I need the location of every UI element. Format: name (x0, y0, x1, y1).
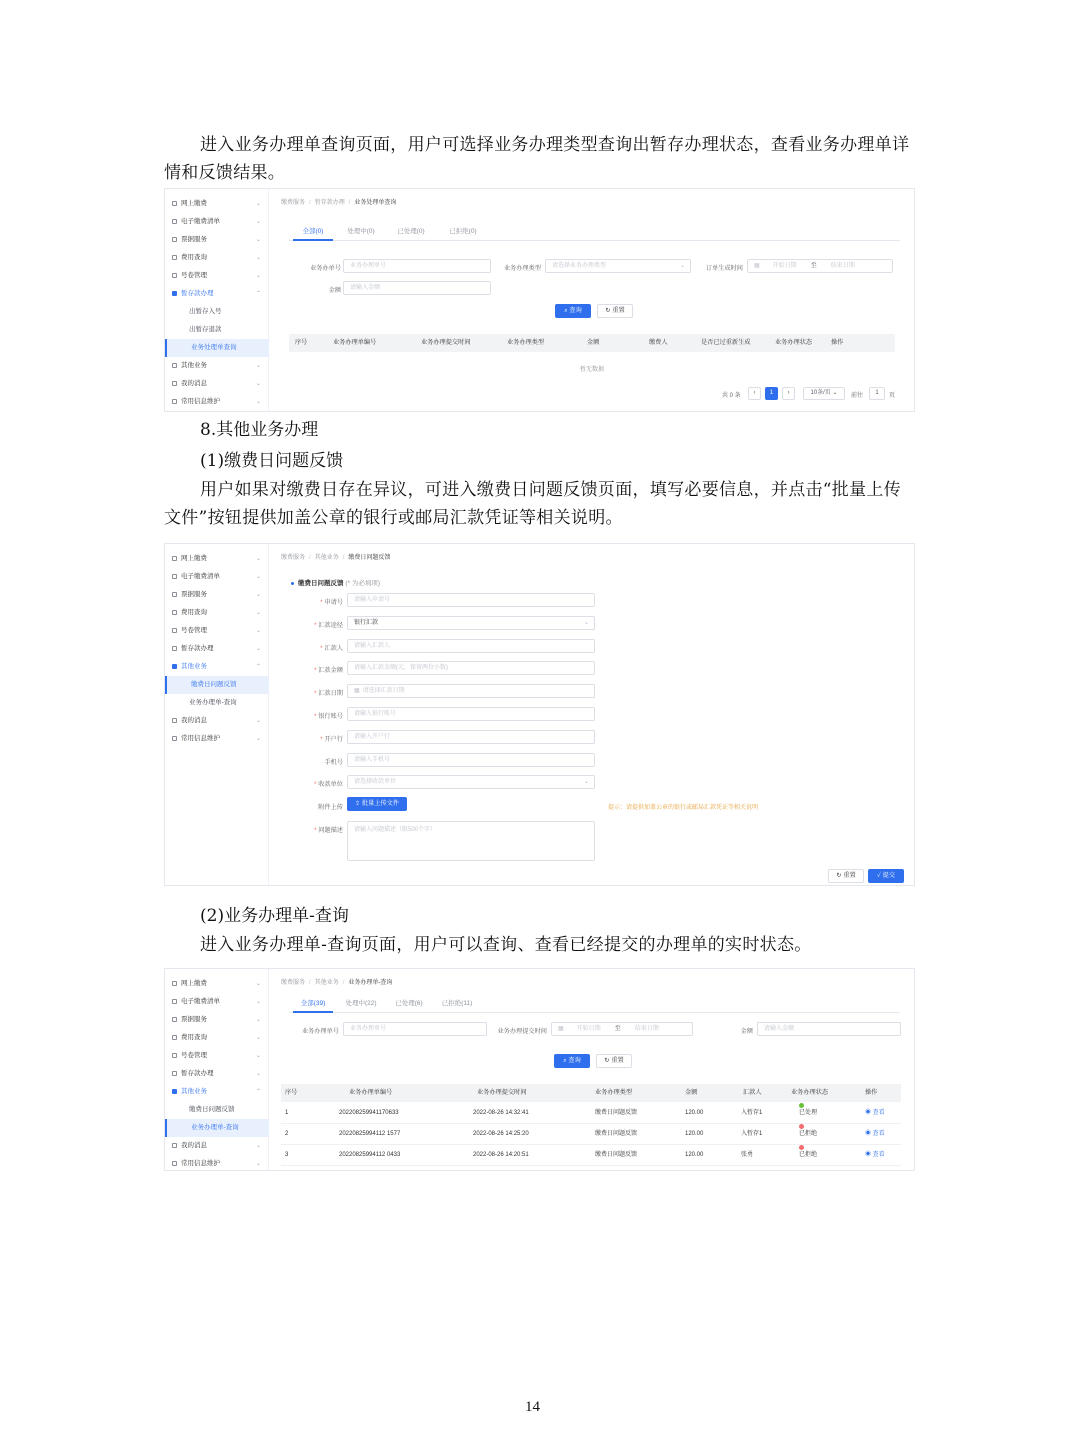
menu-icon (172, 1071, 177, 1076)
menu-icon (172, 237, 177, 242)
sidebar-item[interactable] (165, 676, 269, 694)
chevron-down-icon: ⌄ (255, 646, 261, 652)
field-label: * 汇款人 (320, 644, 343, 652)
table-row (281, 1145, 901, 1166)
reset-button[interactable]: ↻ 重置 (828, 869, 864, 883)
tab-all[interactable]: 全部(39) (293, 997, 333, 1013)
sidebar-item-label: 暂存款办理 (181, 1070, 214, 1077)
date-range-input[interactable]: ▦ 开始日期 至 结束日期 (747, 259, 893, 273)
cell-payer: 入暂存1 (741, 1110, 763, 1116)
sidebar-item-label: 我的消息 (181, 717, 207, 724)
cell-no: 1 (285, 1110, 289, 1116)
field-label: * 开户行 (320, 735, 343, 743)
chevron-down-icon: ⌄ (255, 1143, 261, 1149)
status-badge: 已拒绝 (799, 1145, 817, 1166)
status-dot-icon (799, 1124, 804, 1129)
cell-time: 2022-08-26 14:32:41 (473, 1110, 529, 1116)
sidebar-item-label: 票据服务 (181, 591, 207, 598)
chevron-down-icon: ⌄ (255, 574, 261, 580)
page-size-select[interactable]: 10条/页 ⌄ (803, 387, 845, 400)
table-header: 序号 业务办理单编号 业务办理提交时间 业务办理类型 金额 汇款人 业务办理状态 操作 (281, 1084, 901, 1102)
order-no-label: 业务办理单号 (301, 1028, 339, 1035)
tab-all[interactable]: 全部(0) (293, 225, 333, 241)
field-input[interactable]: 请输入汇款人 (347, 639, 595, 653)
field-label: * 银行账号 (314, 713, 343, 720)
sidebar-item[interactable] (165, 249, 269, 267)
menu-icon (172, 736, 177, 741)
chevron-down-icon: ⌄ (255, 556, 261, 562)
attach-label: 附件上传 (318, 804, 343, 811)
sidebar-item[interactable] (165, 213, 269, 231)
sidebar-item-label: 电子缴费清单 (181, 998, 220, 1005)
sidebar-item[interactable] (165, 604, 269, 622)
order-no-input[interactable]: 业务办理单号 (343, 259, 491, 273)
eye-icon: ◉ (865, 1131, 873, 1137)
table-row (281, 1124, 901, 1145)
chevron-down-icon: ⌄ (255, 219, 261, 225)
sidebar-item[interactable] (165, 375, 269, 393)
menu-icon (172, 255, 177, 260)
sidebar-item-label: 常用信息维护 (181, 1160, 220, 1167)
menu-icon (172, 201, 177, 206)
sidebar-item-label: 号卷管理 (181, 627, 207, 634)
cell-no: 3 (285, 1152, 289, 1158)
cell-time: 2022-08-26 14:25:20 (473, 1131, 529, 1137)
order-no-label: 业务办单号 (310, 265, 341, 272)
batch-upload-button[interactable]: ⇪ 批量上传文件 (347, 797, 407, 811)
goto-label: 前往 (851, 393, 864, 399)
chevron-down-icon: ⌄ (255, 628, 261, 634)
date-range-input[interactable]: ▦ 开始日期 至 结束日期 (551, 1022, 693, 1036)
status-tabs (289, 225, 900, 241)
cell-payer: 入暂存1 (741, 1131, 763, 1137)
chevron-down-icon: ⌄ (255, 1053, 261, 1059)
menu-icon (172, 399, 177, 404)
field-input[interactable]: ▦ 请选择汇款日期 (347, 684, 595, 698)
menu-icon (172, 574, 177, 579)
screenshot-business-order-query (164, 188, 915, 412)
sidebar-item-label: 电子缴费清单 (181, 218, 220, 225)
field-label: * 汇款日期 (314, 690, 343, 698)
sidebar-item[interactable] (165, 231, 269, 249)
description-textarea[interactable]: 请输入问题描述（限500个字） (347, 821, 595, 861)
chevron-up-icon: ⌃ (255, 664, 261, 670)
sidebar-item-label: 费用查询 (181, 609, 207, 616)
cell-payer: 张勇 (741, 1152, 754, 1158)
chevron-down-icon: ⌄ (679, 263, 685, 269)
type-select[interactable]: 请选择业务办理类型 ⌄ (545, 259, 691, 273)
chevron-down-icon: ⌄ (583, 619, 589, 626)
chevron-down-icon: ⌄ (255, 201, 261, 207)
chevron-up-icon: ⌃ (255, 291, 261, 297)
sidebar-item-label: 我的消息 (181, 1142, 207, 1149)
chevron-down-icon: ⌄ (255, 736, 261, 742)
sidebar-item[interactable] (165, 586, 269, 604)
chevron-down-icon: ⌄ (583, 779, 589, 786)
sidebar-item[interactable] (165, 1065, 269, 1083)
sidebar-item[interactable] (165, 1083, 269, 1101)
chevron-down-icon: ⌄ (255, 1161, 261, 1167)
chevron-down-icon: ⌄ (255, 592, 261, 598)
sidebar (165, 189, 269, 411)
status-badge: 已拒绝 (799, 1124, 817, 1145)
query-button[interactable]: ⌕ 查询 (555, 304, 591, 318)
page-unit: 页 (889, 393, 896, 399)
paragraph-feedback-intro: 用户如果对缴费日存在异议，可进入缴费日问题反馈页面，填写必要信息，并点击“批量上传文件”按钮提供加盖公章的银行或邮局汇款凭证等相关说明。 (164, 480, 901, 528)
field-label: * 收款单位 (314, 781, 343, 789)
upload-hint: 提示：请提供加盖公章的银行或邮局汇款凭证等相关说明 (608, 805, 759, 811)
field-select[interactable]: 银行汇款 ⌄ (347, 616, 595, 630)
refresh-icon: ↻ (604, 1057, 612, 1064)
section-title: 缴费日问题反馈 (* 为必填项) (291, 578, 380, 587)
status-tabs (289, 997, 900, 1013)
status-dot-icon (799, 1103, 804, 1108)
sidebar-item-label: 缴费日问题反馈 (189, 1106, 235, 1113)
sidebar-item[interactable] (165, 303, 269, 321)
sidebar-item-label: 其他业务 (181, 362, 207, 369)
tab-processed[interactable]: 已处理(0) (397, 228, 425, 235)
menu-icon (172, 718, 177, 723)
sidebar-item[interactable] (165, 1047, 269, 1065)
submit-button[interactable]: ✓ 提交 (868, 869, 904, 883)
heading-payment-day-feedback: (1)缴费日问题反馈 (200, 451, 344, 471)
chevron-down-icon: ⌄ (255, 610, 261, 616)
table-header: 序号 业务办理单编号 业务办理提交时间 业务办理类型 金额 缴费人 是否已过重新生成 业务办理状态 操作 (289, 334, 895, 352)
sidebar-item[interactable] (165, 1119, 269, 1137)
cell-code: 2022082599411706​33 (339, 1110, 399, 1116)
menu-icon (172, 363, 177, 368)
sidebar-item[interactable] (165, 195, 269, 213)
amount-input[interactable]: 请输入金额 (757, 1022, 901, 1036)
main-panel (271, 544, 914, 885)
sidebar-item[interactable] (165, 393, 269, 411)
breadcrumb: 缴费服务 / 暂存款办理 / 业务处理单查询 (281, 200, 397, 206)
field-label: * 汇款金额 (314, 667, 343, 675)
sidebar-item-label: 电子缴费清单 (181, 573, 220, 580)
breadcrumb: 缴费服务 / 其他业务 / 缴费日问题反馈 (281, 555, 391, 561)
chevron-down-icon: ⌄ (255, 273, 261, 279)
sidebar-item[interactable] (165, 730, 269, 748)
sidebar-item[interactable] (165, 321, 269, 339)
time-label: 订单生成时间 (705, 265, 743, 272)
tab-processed[interactable]: 已处理(6) (395, 1000, 423, 1007)
sidebar (165, 544, 269, 885)
tab-rejected[interactable]: 已拒绝(0) (449, 228, 477, 235)
menu-icon (172, 1089, 177, 1094)
sidebar-item[interactable] (165, 285, 269, 303)
type-label: 业务办理类型 (503, 265, 541, 272)
menu-icon (172, 628, 177, 633)
tab-rejected[interactable]: 已拒绝(11) (441, 1000, 473, 1007)
heading-order-query: (2)业务办理单-查询 (200, 906, 349, 926)
upload-icon: ⇪ (354, 800, 362, 807)
field-input[interactable]: 请输入申请号 (347, 593, 595, 607)
sidebar-item-label: 出暂存入号 (189, 308, 222, 315)
amount-label: 金额 (740, 1028, 753, 1035)
cell-type: 缴费日问题反馈 (595, 1110, 638, 1116)
paragraph-order-query-intro: 进入业务办理单-查询页面，用户可以查询、查看已经提交的办理单的实时状态。 (200, 935, 812, 955)
sidebar-item[interactable] (165, 267, 269, 285)
sidebar-item-label: 号卷管理 (181, 272, 207, 279)
chevron-up-icon: ⌃ (255, 1089, 261, 1095)
calendar-icon: ▦ (354, 688, 360, 695)
cell-type: 缴费日问题反馈 (595, 1131, 638, 1137)
sidebar-item[interactable] (165, 712, 269, 730)
sidebar-item-label: 费用查询 (181, 1034, 207, 1041)
calendar-icon: ▦ (754, 263, 760, 269)
menu-icon (172, 219, 177, 224)
check-icon: ✓ (876, 872, 883, 879)
field-input[interactable]: 请输入银行账号 (347, 707, 595, 721)
sidebar-item[interactable] (165, 640, 269, 658)
sidebar-item-label: 其他业务 (181, 663, 207, 670)
chevron-down-icon: ⌄ (255, 1035, 261, 1041)
sidebar-item[interactable] (165, 357, 269, 375)
menu-icon (172, 610, 177, 615)
cell-amount: 120.00 (685, 1110, 704, 1116)
menu-icon (172, 664, 177, 669)
sidebar-item[interactable] (165, 622, 269, 640)
sidebar-item-label: 网上缴费 (181, 980, 207, 987)
next-page-button[interactable]: › (782, 387, 795, 400)
search-icon: ⌕ (564, 307, 570, 314)
cell-time: 2022-08-26 14:20:51 (473, 1152, 529, 1158)
sidebar-item-label: 常用信息维护 (181, 398, 220, 405)
cell-amount: 120.00 (685, 1152, 704, 1158)
menu-icon (172, 999, 177, 1004)
sidebar-item-label: 网上缴费 (181, 555, 207, 562)
sidebar-item-label: 暂存款办理 (181, 290, 214, 297)
chevron-down-icon: ⌄ (255, 255, 261, 261)
order-no-input[interactable]: 业务办理单号 (343, 1022, 487, 1036)
menu-icon (172, 381, 177, 386)
desc-label: * 问题描述 (314, 827, 343, 834)
sidebar-item-label: 业务办理单-查询 (189, 699, 237, 706)
field-input[interactable]: 请输入开户行 (347, 730, 595, 744)
view-link[interactable]: ◉ 查看 (865, 1152, 885, 1158)
breadcrumb: 缴费服务 / 其他业务 / 业务办理单-查询 (281, 980, 393, 986)
sidebar-item-label: 网上缴费 (181, 200, 207, 207)
empty-text: 暂无数据 (580, 367, 605, 373)
table-row (281, 1103, 901, 1124)
sidebar-item-label: 费用查询 (181, 254, 207, 261)
screenshot-order-query (164, 968, 915, 1171)
sidebar-item-label: 出暂存退款 (189, 326, 222, 333)
chevron-down-icon: ⌄ (255, 981, 261, 987)
menu-icon (172, 1161, 177, 1166)
menu-icon (172, 1053, 177, 1058)
heading-other-business: 8.其他业务办理 (200, 420, 319, 440)
field-input[interactable]: 请输入汇款金额(元，保留两位小数) (347, 661, 595, 675)
reset-button[interactable]: ↻ 重置 (596, 1054, 632, 1068)
cell-no: 2 (285, 1131, 289, 1137)
chevron-down-icon: ⌄ (255, 237, 261, 243)
menu-icon (172, 1143, 177, 1148)
menu-icon (172, 556, 177, 561)
eye-icon: ◉ (865, 1110, 873, 1116)
menu-icon (172, 981, 177, 986)
cell-code: 20220825994112 0433 (339, 1152, 401, 1158)
page-number: 14 (525, 1399, 540, 1415)
sidebar-item-label: 常用信息维护 (181, 735, 220, 742)
view-link[interactable]: ◉ 查看 (865, 1110, 885, 1116)
time-label: 业务办理提交时间 (497, 1028, 547, 1035)
sidebar-item-label: 号卷管理 (181, 1052, 207, 1059)
tab-processing[interactable]: 处理中(22) (345, 1000, 377, 1007)
sidebar-item[interactable] (165, 1029, 269, 1047)
sidebar-item[interactable] (165, 568, 269, 586)
chevron-down-icon: ⌄ (255, 1017, 261, 1023)
sidebar-item-label: 票据服务 (181, 236, 207, 243)
sidebar-item[interactable] (165, 1137, 269, 1155)
paragraph-intro-query: 进入业务办理单查询页面，用户可选择业务办理类型查询出暂存办理状态，查看业务办理单详情和反馈结果。 (164, 135, 910, 183)
query-button[interactable]: ⌕ 查询 (554, 1054, 590, 1068)
sidebar-item[interactable] (165, 993, 269, 1011)
menu-icon (172, 273, 177, 278)
status-dot-icon (799, 1145, 804, 1150)
sidebar-item[interactable] (165, 975, 269, 993)
refresh-icon: ↻ (605, 307, 613, 314)
sidebar (165, 969, 269, 1170)
sidebar-item-label: 缴费日问题反馈 (191, 681, 237, 688)
sidebar-item[interactable] (165, 1011, 269, 1029)
chevron-down-icon: ⌄ (255, 718, 261, 724)
chevron-down-icon: ⌄ (255, 399, 261, 405)
sidebar-item-label: 我的消息 (181, 380, 207, 387)
sidebar-item-label: 其他业务 (181, 1088, 207, 1095)
calendar-icon: ▦ (558, 1026, 564, 1032)
field-label: * 申请号 (320, 599, 343, 606)
refresh-icon: ↻ (836, 872, 844, 879)
menu-icon (172, 1035, 177, 1040)
cell-code: 20220825994112 1577 (339, 1131, 401, 1137)
main-panel (271, 969, 914, 1170)
field-select[interactable]: 请选择收款单位 ⌄ (347, 775, 595, 789)
cell-type: 缴费日问题反馈 (595, 1152, 638, 1158)
sidebar-item[interactable] (165, 339, 269, 357)
view-link[interactable]: ◉ 查看 (865, 1131, 885, 1137)
sidebar-item[interactable] (165, 658, 269, 676)
sidebar-item[interactable] (165, 550, 269, 568)
field-label: * 汇款途径 (314, 621, 343, 629)
prev-page-button[interactable]: ‹ (748, 387, 761, 400)
chevron-down-icon: ⌄ (255, 381, 261, 387)
search-icon: ⌕ (563, 1057, 569, 1064)
page-1-button[interactable]: 1 (765, 387, 778, 400)
reset-button[interactable]: ↻ 重置 (597, 304, 633, 318)
sidebar-item[interactable] (165, 694, 269, 712)
sidebar-item-label: 暂存款办理 (181, 645, 214, 652)
menu-icon (172, 592, 177, 597)
sidebar-item-label: 票据服务 (181, 1016, 207, 1023)
sidebar-item[interactable] (165, 1155, 269, 1171)
sidebar-item-label: 业务办理单-查询 (191, 1124, 239, 1131)
sidebar-item[interactable] (165, 1101, 269, 1119)
eye-icon: ◉ (865, 1152, 873, 1158)
chevron-down-icon: ⌄ (255, 999, 261, 1005)
menu-icon (172, 291, 177, 296)
pagination-total: 共 0 条 (722, 393, 741, 399)
cell-amount: 120.00 (685, 1131, 704, 1137)
main-panel (271, 189, 914, 411)
amount-label: 金额 (328, 287, 341, 294)
menu-icon (172, 1017, 177, 1022)
menu-icon (172, 646, 177, 651)
chevron-down-icon: ⌄ (255, 363, 261, 369)
tab-processing[interactable]: 处理中(0) (347, 228, 375, 235)
field-input[interactable]: 请输入手机号 (347, 753, 595, 767)
field-label: 手机号 (324, 758, 343, 766)
chevron-down-icon: ⌄ (255, 1071, 261, 1077)
sidebar-item-label: 业务处理单查询 (191, 344, 237, 351)
status-badge: 已处理 (799, 1103, 817, 1124)
screenshot-payment-day-feedback (164, 543, 915, 886)
goto-input[interactable]: 1 (869, 387, 885, 400)
amount-input[interactable]: 请输入金额 (343, 281, 491, 295)
